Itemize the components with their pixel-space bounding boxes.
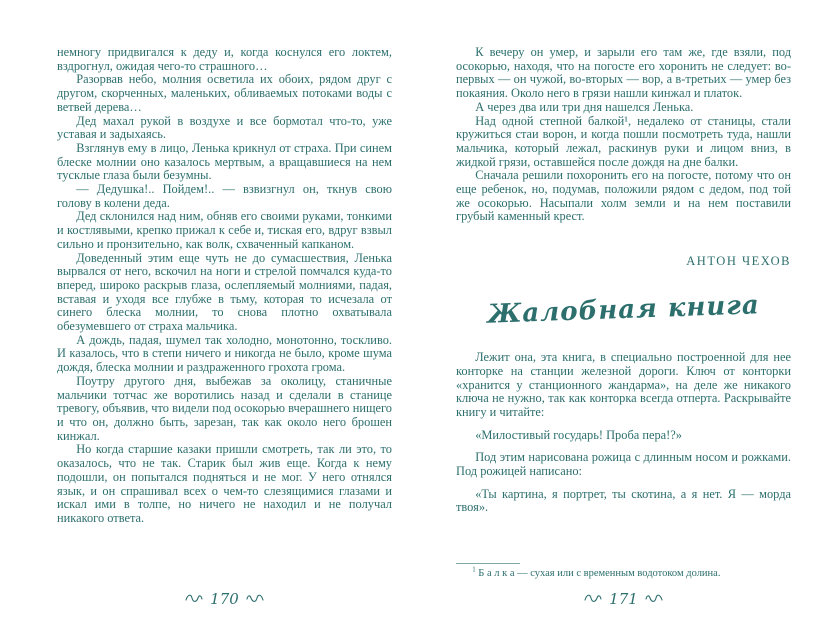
paragraph: Разорвав небо, молния осветила их обоих, рядом друг с другом, скорченных, маленьких, обливаемых потоками воды с ветвей дерева… — [57, 72, 392, 114]
footnote — [456, 563, 791, 580]
left-page-text — [57, 46, 392, 526]
flourish-icon — [246, 593, 264, 605]
paragraph: Дед склонился над ним, обняв его своими руками, тонкими и костлявыми, крепко прижал к себе и, тиская его, вдруг взвыл сильно и пронзительно, как волк, схваченный капканом. — [57, 209, 392, 251]
paragraph: немногу придвигался к деду и, когда коснулся его локтем, вздрогнул, ожидая чего-то страшного… — [57, 45, 392, 73]
paragraph: Дед махал рукой в воздухе и все бормотал что-то, уже уставая и задыхаясь. — [57, 113, 392, 142]
paragraph: Над одной степной балкой¹, недалеко от станицы, стали кружиться стаи ворон, и когда пошли посмотреть туда, нашли мальчика, который лежал, раскинув руки и лицом вниз, в жидкой грязи, оставшейся после дождя на дне балки. — [456, 113, 791, 169]
flourish-icon — [584, 593, 602, 605]
right-page-text-top — [456, 46, 791, 224]
paragraph: Доведенный этим еще чуть не до сумасшествия, Ленька вырвался от него, вскочил на ноги и стрелой помчался куда-то вперед, широко раскрыв глаза, ослепляемый молниями, падая, вставая и уходя все глубже в тьму, которая то исчезала от синего блеска молнии, то снова плотно охватывала обезумевшего от страха мальчика. — [57, 250, 392, 334]
author-name: АНТОН ЧЕХОВ — [686, 254, 791, 269]
paragraph: Сначала решили похоронить его на погосте, потому что он еще ребенок, но, подумав, положили рядом с дедом, под той же осокорью. Насыпали холм земли и на нем поставили грубый каменный крест. — [456, 168, 791, 224]
page-left — [57, 46, 392, 608]
page-number: 171 — [609, 590, 638, 608]
page-footer — [57, 590, 392, 608]
paragraph: А через два или три дня нашелся Ленька. — [475, 99, 694, 114]
flourish-icon — [645, 593, 663, 605]
paragraph: «Ты картина, я портрет, ты скотина, а я нет. Я — морда твоя». — [456, 486, 791, 515]
footnote-text-line — [456, 568, 791, 580]
paragraph: Лежит она, эта книга, в специально построенной для нее конторке на станции железной дороги. Ключ от конторки «хранится у станционного жандарма», на деле же никакого ключа не нужно, так как конторка всегда отперта. Раскрывайте книгу и читайте: — [456, 350, 791, 419]
paragraph: Взглянув ему в лицо, Ленька крикнул от страха. При синем блеске молнии оно казалось мертвым, а вращавшиеся на нем тусклые глаза были безумны. — [57, 140, 392, 183]
paragraph: К вечеру он умер, и зарыли его там же, где взяли, под осокорью, находя, что на погосте его хоронить не следует: во-первых — он чужой, во-вторых — вор, а в-третьих — умер без покаяния. Около него в грязи нашли кинжал и платок. — [456, 45, 791, 101]
right-page-text-bottom — [456, 351, 791, 524]
paragraph: А дождь, падая, шумел так холодно, монотонно, тоскливо. И казалось, что в степи ничего и никогда не было, кроме шума дождя, блеска молнии и раздраженного грохота грома. — [57, 332, 392, 375]
paragraph: Под этим нарисована рожица с длинным носом и рожками. Под рожицей написано: — [456, 450, 791, 479]
footnote-text: Б а л к а — сухая или с временным водотоком долина. — [478, 568, 721, 579]
footnote-marker: 1 — [472, 566, 476, 574]
footnote-rule — [456, 563, 520, 564]
page-footer — [456, 590, 791, 608]
paragraph: Но когда старшие казаки пришли смотреть, так ли это, то оказалось, что не так. Старик был жив еще. Когда к нему подошли, он попытался подняться и не мог. У него отнялся язык, и он спрашивал всех о чем-то слезящимися глазами и искал ими в толпе, но ничего не находил и не получал никакого ответа. — [57, 442, 392, 525]
page-number: 170 — [210, 590, 239, 608]
page-right — [456, 46, 791, 608]
story-title: Жалобная книга — [486, 290, 761, 330]
paragraph: «Милостивый государь! Проба пера!?» — [475, 427, 682, 442]
flourish-icon — [185, 593, 203, 605]
paragraph: Поутру другого дня, выбежав за околицу, станичные мальчики тотчас же воротились назад и сделали в станице тревогу, объявив, что видели под осокорью вчерашнего нищего и что он, должно быть, зарезан, так как около него брошен кинжал. — [57, 373, 392, 443]
paragraph: — Дедушка!.. Пойдем!.. — взвизгнул он, ткнув свою голову в колени деда. — [57, 182, 392, 210]
